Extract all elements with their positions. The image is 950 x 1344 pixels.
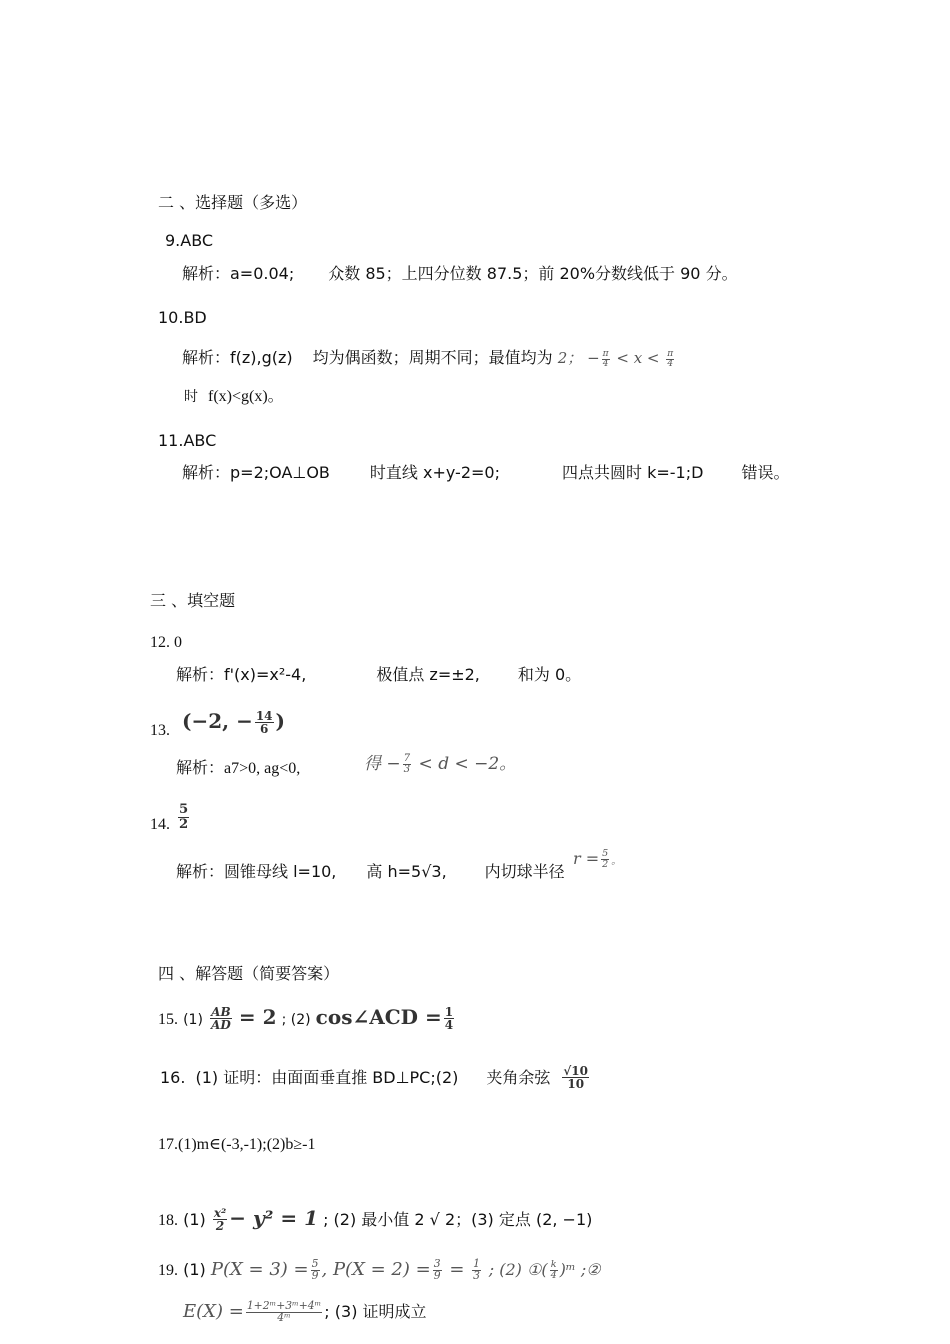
q19-px2b-num: 1 [473,1256,481,1270]
q18-rest: ; (2) 最小值 2 √ 2；(3) 定点 (2, −1) [323,1210,593,1229]
q16 [160,1056,591,1098]
q19-px2-frac [433,1256,442,1282]
q19-px3-den: 9 [311,1268,319,1282]
q11-answer: 11.ABC [158,431,217,450]
q19-px3-num: 5 [311,1256,319,1270]
section-4-heading: 四 、解答题（简要答案） [158,964,340,983]
q13-number: 13. [150,722,170,739]
q13-frac-num: 7 [403,752,411,764]
q9-answer: 9.ABC [165,231,214,250]
q16-den: 10 [567,1077,585,1091]
q10-ineq: < x < [616,349,660,367]
q13-answer-math: (−2, − [182,709,253,733]
q10-analysis-b: 均为偶函数；周期不同；最值均为 [312,348,553,367]
q10-line2-b: f(x)<g(x)。 [208,388,284,405]
q19-p1: (1) [183,1260,206,1279]
q19-p2b: )ᵐ ;② [559,1260,601,1279]
q10-line2-a: 时 [184,389,198,405]
q13-analysis-a: 解析：a7>0, ag<0, [176,760,301,777]
q14-r-frac [601,849,609,869]
q15-cos [315,1005,456,1032]
q19-ex: E(X) = [183,1301,244,1322]
section-3-heading: 三 、填空题 [150,591,236,610]
q14-analysis-a: 解析：圆锥母线 l=10, [176,862,337,881]
q15-sep: ; (2) [281,1012,311,1028]
q13-b-prefix: 得 − [364,754,401,774]
q15-frac-num: AB [211,1005,231,1019]
q14-analysis-b: 高 h=5√3, [366,862,447,881]
q14-number: 14. [150,816,170,833]
q13-frac [403,754,411,775]
q19-line1 [158,1254,601,1287]
q18-eq: − y² = 1 [229,1206,318,1230]
q19-end: ; (3) 证明成立 [324,1302,427,1321]
q18-p1: (1) [183,1210,206,1229]
q13-answer-frac [255,710,274,735]
q13-frac-den: 3 [403,764,411,775]
q15-p1: (1) [183,1012,203,1028]
q16-num: √10 [563,1064,589,1078]
q15 [158,1002,456,1035]
q19-px2: , P(X = 2) = [321,1259,431,1280]
q15-cos-den: 4 [444,1018,454,1032]
q19-k-num: k [550,1259,557,1271]
q19-px2-num: 3 [433,1256,441,1270]
q10-frac-left: $\frac{\pi}{4}$ [602,348,609,369]
q9-analysis-b: 众数 85；上四分位数 87.5；前 20%分数线低于 90 分。 [328,264,738,283]
q14-answer-frac [178,803,189,830]
q19-px2b-den: 3 [473,1268,481,1282]
q12-analysis-a: 解析：f'(x)=x²-4, [176,665,307,684]
q19-px2b-frac [472,1256,481,1282]
q15-cos-num: 1 [444,1005,454,1019]
q12-analysis-b: 极值点 z=±2, [376,665,480,684]
q16-number: 16. [160,1068,186,1087]
q13-answer-frac-num: 14 [255,709,273,723]
q18-frac [213,1207,227,1232]
q15-cos-expr: cos∠ACD = [315,1005,442,1029]
q19-ex-frac [246,1298,322,1324]
q13-analysis-b [364,751,516,777]
q10-answer: 10.BD [158,308,207,327]
q10-analysis-line2 [184,386,284,407]
q19-px3: P(X = 3) = [210,1259,309,1280]
q15-frac-den: AD [211,1018,231,1032]
q14-answer [176,800,191,832]
q19-line2 [183,1294,427,1330]
q18-number: 18. [158,1212,178,1229]
q13-answer-frac-den: 6 [260,722,269,736]
q12-analysis-c: 和为 0。 [517,665,582,684]
q18-frac-den: 2 [215,1219,225,1233]
q15-eq: = 2 [238,1005,277,1029]
q10-math: 2； − $\frac{\pi}{4}$ < x < $\frac{\pi}{4}$ [557,348,674,369]
q11-analysis [182,463,789,483]
q9-analysis-a: 解析：a=0.04; [182,264,295,283]
q19-px3-frac [311,1256,320,1282]
q10-analysis [182,348,676,369]
q14-radius [573,846,621,875]
q14-answer-den: 2 [179,816,189,832]
q16-text-c: 夹角余弦 [486,1068,551,1087]
q19-ex-num: 1+2ᵐ+3ᵐ+4ᵐ [246,1298,322,1312]
q19-k-frac [550,1260,558,1280]
q14-r-suffix: 。 [611,856,622,867]
q10-math-tail: 2； [557,349,583,367]
q19-px2-den: 9 [433,1268,441,1282]
q9-analysis [182,264,738,284]
q16-frac [562,1065,589,1090]
q13-b-suffix: < d < −2。 [418,754,517,774]
q13-answer: (−2, − $\frac{14}{6}$ ) [182,709,285,736]
q14-analysis [176,862,565,882]
q15-frac [208,1005,234,1032]
q17: 17.(1)m∈(-3,-1);(2)b≥-1 [158,1136,316,1153]
q12-analysis [176,665,581,685]
q10-analysis-a: 解析：f(z),g(z) [182,348,293,367]
q19-k-den: 4 [550,1270,557,1281]
q11-analysis-d: 错误。 [741,463,790,482]
q19-number: 19. [158,1262,178,1279]
q14-analysis-c: 内切球半径 [484,862,565,881]
section-2-heading: 二 、选择题（多选） [158,193,308,212]
q11-analysis-a: 解析：p=2;OA⊥OB [182,463,330,482]
q19-ex-den: 4ᵐ [277,1310,291,1324]
q14-r-num: 5 [602,848,609,860]
q10-frac-right: $\frac{\pi}{4}$ [667,348,674,369]
q19-eq1: = [449,1259,465,1280]
q14-r-den: 2 [602,859,609,870]
q18-frac-num: x² [213,1206,227,1220]
q15-number: 15. [158,1011,178,1028]
q14-r-prefix: r = [573,849,600,868]
q18 [158,1200,592,1239]
q19-p2: ; (2) ①( [488,1260,548,1279]
q11-analysis-b: 时直线 x+y-2=0; [369,463,500,482]
q14-answer-num: 5 [179,802,189,818]
q16-text-b: (1) 证明：由面面垂直推 BD⊥PC;(2) [195,1068,459,1087]
q12-answer: 12. 0 [150,634,182,651]
q11-analysis-c: 四点共圆时 k=-1;D [562,463,704,482]
